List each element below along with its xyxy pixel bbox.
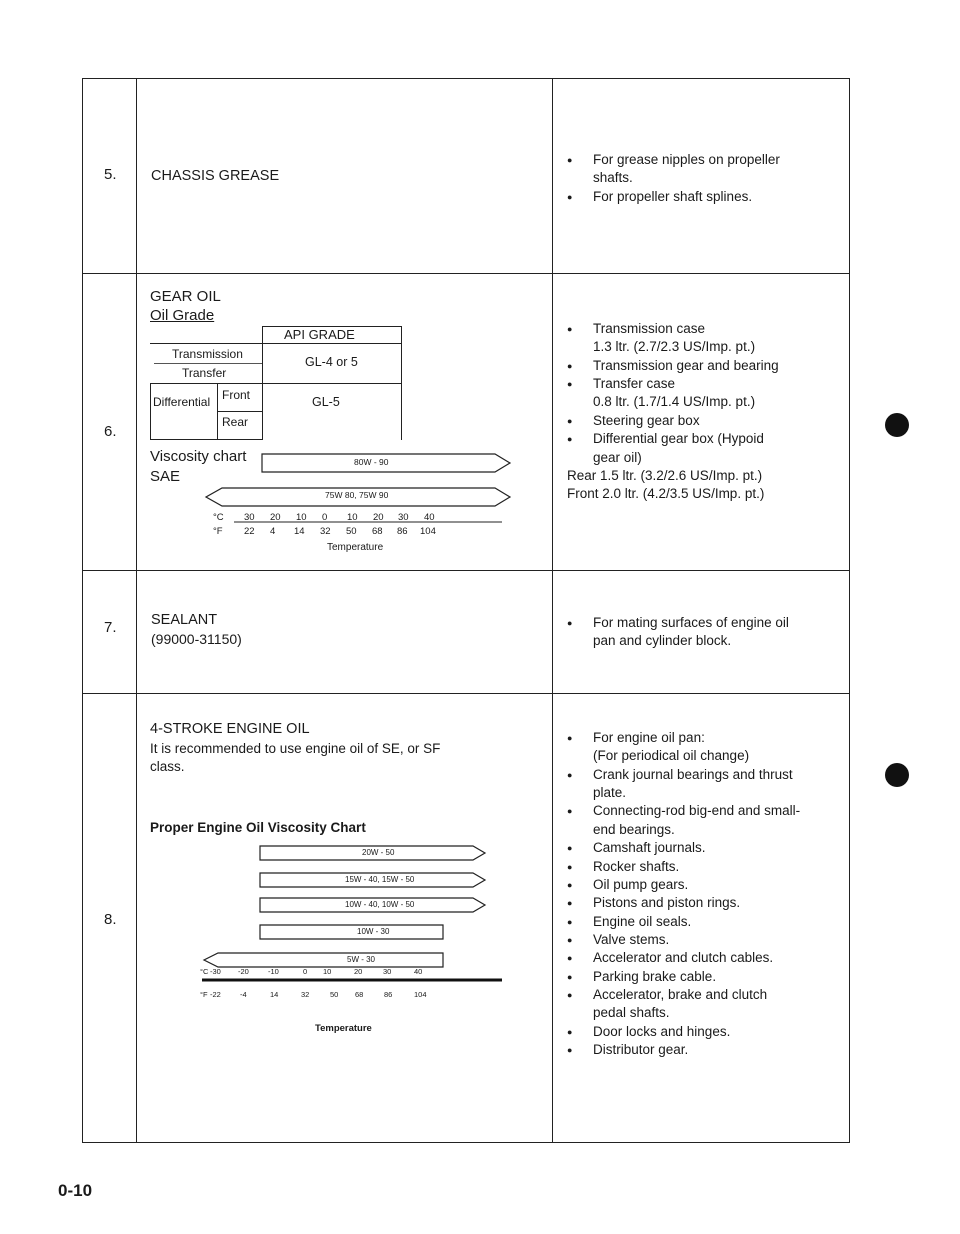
tick-label: 10 [323,967,332,976]
tick-label: 32 [301,990,310,999]
tick-label: 14 [270,990,279,999]
note-item: ● For grease nipples on propeller shafts. [567,151,847,188]
row-number: 5. [104,166,117,183]
tick-label: 22 [244,526,255,537]
temperature-label: Temperature [315,1023,372,1034]
page-number: 0-10 [58,1181,93,1200]
tick-label: -20 [238,967,249,976]
tick-label: -22 [210,990,221,999]
note-item: ● Transfer case 0.8 ltr. (1.7/1.4 US/Imp. pt.) [567,375,847,412]
frame-top [82,78,850,79]
bar-label: 75W 80, 75W 90 [325,490,389,500]
tick-label: -30 [210,967,221,976]
tick-label: 68 [372,526,383,537]
tick-label: 104 [420,526,436,537]
table-cell: Differential [153,395,211,409]
tick-label: 32 [320,526,331,537]
note-item: Front 2.0 ltr. (4.2/3.5 US/Imp. pt.) [567,486,765,502]
note-item: ● For engine oil pan: (For periodical oil change) [567,729,847,766]
viscosity-label: Viscosity chart [150,448,247,465]
row-subtitle: Oil Grade [150,307,215,324]
tick-label: 30 [244,512,255,523]
note-item: ● Transmission gear and bearing [567,357,847,375]
temperature-label: Temperature [327,542,384,553]
tick-label: 50 [330,990,339,999]
row-notes [567,320,847,504]
tick-label: 68 [355,990,364,999]
frame-bottom [82,1142,850,1143]
note-item: ● Rocker shafts. [567,858,847,876]
tick-label: 20 [270,512,281,523]
row-divider-2 [82,570,850,571]
note-item: ● Camshaft journals. [567,839,847,857]
row-title: CHASSIS GREASE [151,168,280,184]
tick-label: 104 [414,990,427,999]
tick-label: 30 [398,512,409,523]
tick-label: 20 [354,967,363,976]
margin-dot [885,763,909,787]
note-item: ● Parking brake cable. [567,968,847,986]
row-number: 8. [104,911,117,928]
chart-title: Proper Engine Oil Viscosity Chart [150,820,366,835]
tick-label: 86 [384,990,393,999]
bar-label: 5W - 30 [347,955,376,964]
frame-left [82,78,83,1143]
engine-oil-viscosity-chart [180,840,510,1000]
bar-label: 10W - 30 [357,927,390,936]
row-title: GEAR OIL [150,288,221,305]
note-item: ● Accelerator and clutch cables. [567,949,847,967]
table-cell: GL-5 [312,395,340,409]
table-cell: Rear [222,415,249,429]
tick-label: 0 [303,967,308,976]
note-item: Rear 1.5 ltr. (3.2/2.6 US/Imp. pt.) [567,467,763,483]
table-cell: Transmission [172,347,243,361]
row-number: 7. [104,619,117,636]
fahrenheit-label: °F [213,526,223,537]
frame-right [849,78,850,1143]
table-cell: GL-4 or 5 [305,355,358,369]
note-item: ● Transmission case 1.3 ltr. (2.7/2.3 US/Imp. pt.) [567,320,847,357]
tick-label: -4 [240,990,247,999]
note-item: ● Crank journal bearings and thrust plate. [567,766,847,803]
table-cell: Front [222,388,251,402]
tick-label: 86 [397,526,408,537]
tick-label: 40 [414,967,423,976]
note-item: ● Pistons and piston rings. [567,894,847,912]
note-item: ● Door locks and hinges. [567,1023,847,1041]
table-header: API GRADE [284,327,355,342]
row-divider-1 [82,273,850,274]
celsius-label: °C [200,967,209,976]
viscosity-bar [260,925,443,939]
bar-label: 15W - 40, 15W - 50 [345,875,415,884]
bar-label: 10W - 40, 10W - 50 [345,900,415,909]
note-item: ● Distributor gear. [567,1041,847,1059]
bar-label: 80W - 90 [354,457,389,467]
note-item: ● Engine oil seals. [567,913,847,931]
note-item: ● For propeller shaft splines. [567,188,847,206]
col-divider-2 [552,78,553,1143]
note-item: ● Accelerator, brake and clutch pedal shafts. [567,986,847,1023]
row-notes [567,729,847,1059]
fahrenheit-label: °F [200,990,208,999]
tick-label: 0 [322,512,328,523]
tick-label: 40 [424,512,435,523]
row-notes [567,614,847,651]
row-title: SEALANT [151,612,218,628]
tick-label: 50 [346,526,357,537]
bar-label: 20W - 50 [362,848,395,857]
viscosity-bar [204,953,443,967]
sae-label: SAE [150,468,181,485]
tick-label: 30 [383,967,392,976]
row-subtitle: (99000-31150) [151,631,242,647]
note-item: ● For mating surfaces of engine oil pan and cylinder block. [567,614,847,651]
row-divider-3 [82,693,850,694]
margin-dot [885,413,909,437]
row-notes [567,151,847,206]
table-cell: Transfer [182,366,227,380]
row-number: 6. [104,423,117,440]
tick-label: 14 [294,526,305,537]
tick-label: 4 [270,526,276,537]
note-item: ● Connecting-rod big-end and small- end bearings. [567,802,847,839]
tick-label: 10 [347,512,358,523]
row-title: 4-STROKE ENGINE OIL [150,721,310,737]
row-description: It is recommended to use engine oil of SE, or SF class. [150,741,441,775]
tick-label: -10 [268,967,279,976]
col-divider-1 [136,78,137,1143]
note-item: ● Oil pump gears. [567,876,847,894]
tick-label: 20 [373,512,384,523]
note-item: ● Steering gear box [567,412,847,430]
oil-grade-table [150,326,402,440]
note-item: ● Valve stems. [567,931,847,949]
note-item: ● Differential gear box (Hypoid gear oil) [567,430,847,467]
tick-label: 10 [296,512,307,523]
celsius-label: °C [213,512,224,523]
